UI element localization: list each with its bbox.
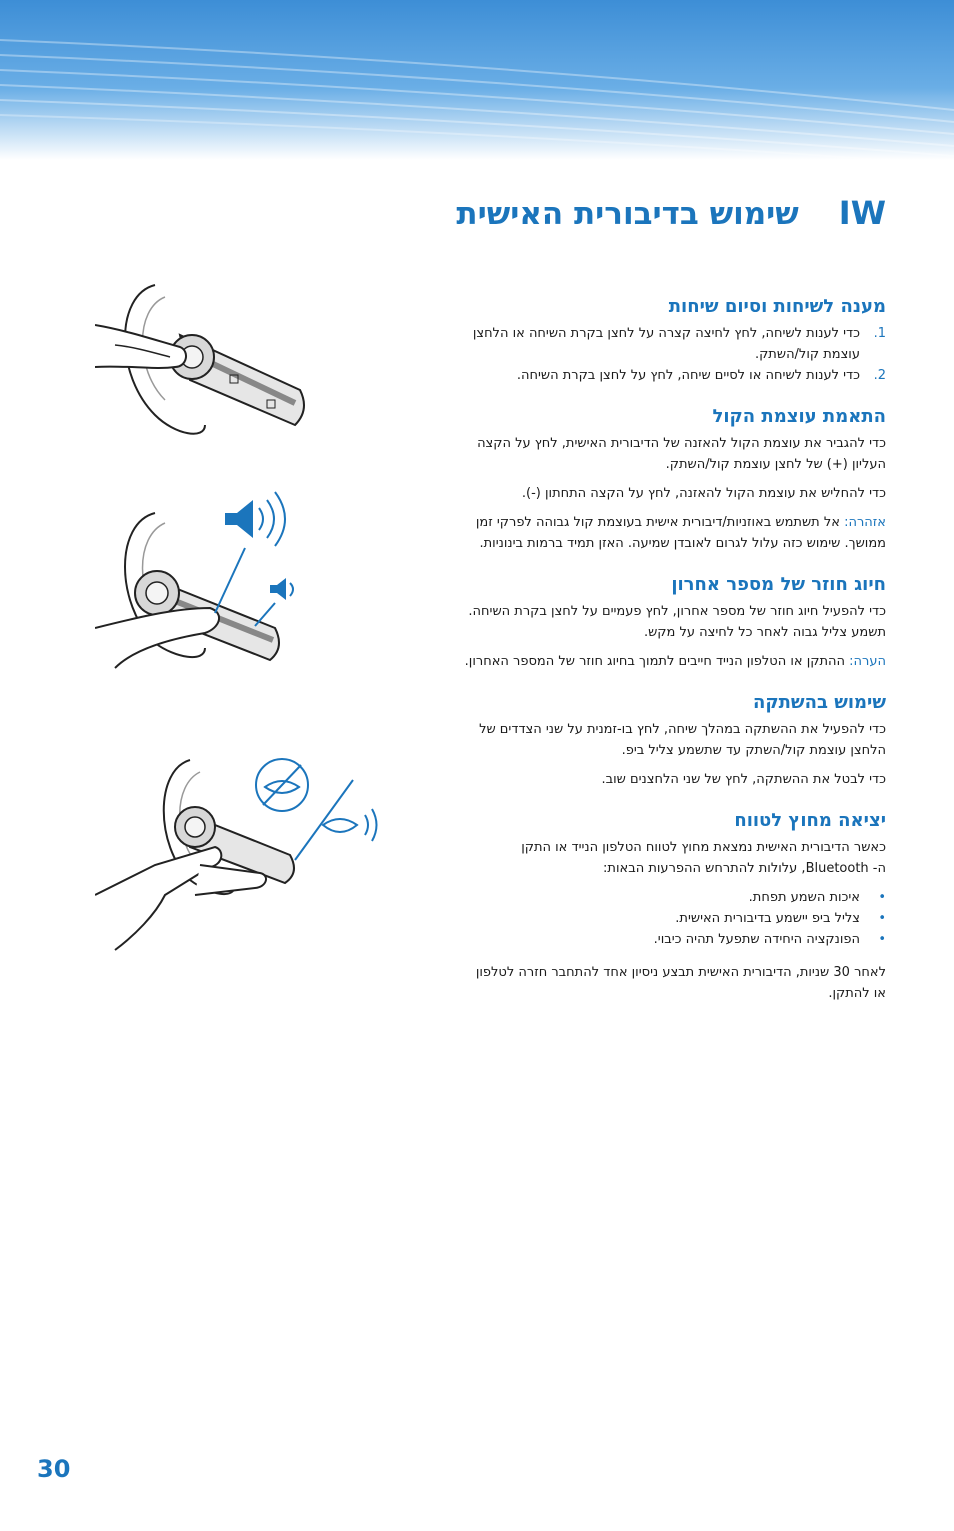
language-code: IW	[838, 194, 886, 232]
section-title-answer: מענה לשיחות וסיום שיחות	[668, 296, 886, 317]
list-item: עוצמת קול/השתק.	[754, 347, 860, 362]
list-item: • הפונקציה היחידה שתפעל תהיה כיבוי.	[653, 932, 886, 947]
list-item: • איכות השמע תפחת.	[748, 890, 886, 905]
paragraph: כדי להפעיל חיוג חוזר של מספר אחרון, לחץ פעמיים על לחצן בקרת השיחה. תשמע צליל גבוה לאחר כל לחיצה על מקש.	[468, 604, 886, 640]
page-number: 30	[37, 1455, 71, 1483]
section-title-mute: שימוש בהשתקה	[753, 692, 886, 713]
note-label: הערה:	[849, 654, 886, 669]
list-item: • צליל ביפ יישמע בדיבורית האישית.	[675, 911, 886, 926]
paragraph: כדי להגביר את עוצמת הקול להאזנה של הדיבורית האישית, לחץ על הקצה העליון (+) של לחצן עוצמת קול/השתק.	[477, 436, 886, 472]
list-item: 1. כדי לענות לשיחה, לחץ לחיצה קצרה על לחצן בקרת השיחה או הלחצן	[472, 326, 886, 341]
paragraph: כאשר הדיבורית האישית נמצאת מחוץ לטווח הטלפון הנייד או התקן ה- Bluetooth, עלולות להתרחש ההפרעות הבאות:	[521, 840, 886, 876]
paragraph: לאחר 30 שניות, הדיבורית האישית תבצע ניסיון אחד להתחבר חזרה לטלפון או להתקן.	[475, 965, 886, 1001]
paragraph: כדי לבטל את ההשתקה, לחץ של שני הלחצנים שוב.	[601, 772, 886, 787]
section-title-range: יציאה מחוץ לטווח	[734, 810, 886, 831]
headset-mute-illustration	[95, 755, 385, 960]
speaking-mouth-icon	[323, 819, 357, 832]
section-answer	[391, 296, 886, 386]
headset-answer-illustration	[95, 275, 315, 460]
answer-steps	[391, 323, 886, 386]
page-title: שימוש בדיבורית האישית	[456, 196, 799, 232]
section-redial	[391, 574, 886, 672]
warning-label: אזהרה:	[844, 515, 886, 530]
section-title-volume: התאמת עוצמת הקול	[712, 406, 886, 427]
section-mute	[391, 692, 886, 790]
note: הערה: ההתקן או הטלפון הנייד חייבים לתמוך בחיוג חוזר של המספר האחרון.	[464, 654, 886, 669]
paragraph: כדי להפעיל את ההשתקה במהלך שיחה, לחץ בו-זמנית על שני הצדדים של הלחצן עוצמת קול/השתק עד שתשמע צליל ביפ.	[479, 722, 886, 758]
volume-down-icon	[270, 578, 286, 600]
header-band	[0, 0, 954, 160]
range-bullets	[391, 887, 886, 950]
section-volume	[391, 406, 886, 554]
section-title-redial: חיוג חוזר של מספר אחרון	[671, 574, 886, 595]
section-range	[391, 810, 886, 1004]
headset-volume-illustration	[95, 488, 310, 673]
list-item: 2. כדי לענות לשיחה או לסיים שיחה, לחץ על לחצן בקרת השיחה.	[516, 368, 886, 383]
warning: אזהרה: אל תשתמש באוזניות/דיבורית אישית בעוצמת קול גבוהה לפרקי זמן ממושך. שימוש כזה עלול לגרום לאובדן שמיעה. האזן תמיד ברמות בינוניות.	[475, 515, 886, 551]
title-row	[456, 194, 886, 232]
paragraph: כדי להחליש את עוצמת הקול להאזנה, לחץ על הקצה התחתון (-).	[521, 486, 886, 501]
volume-up-icon	[225, 500, 253, 538]
content-column	[391, 296, 886, 1024]
